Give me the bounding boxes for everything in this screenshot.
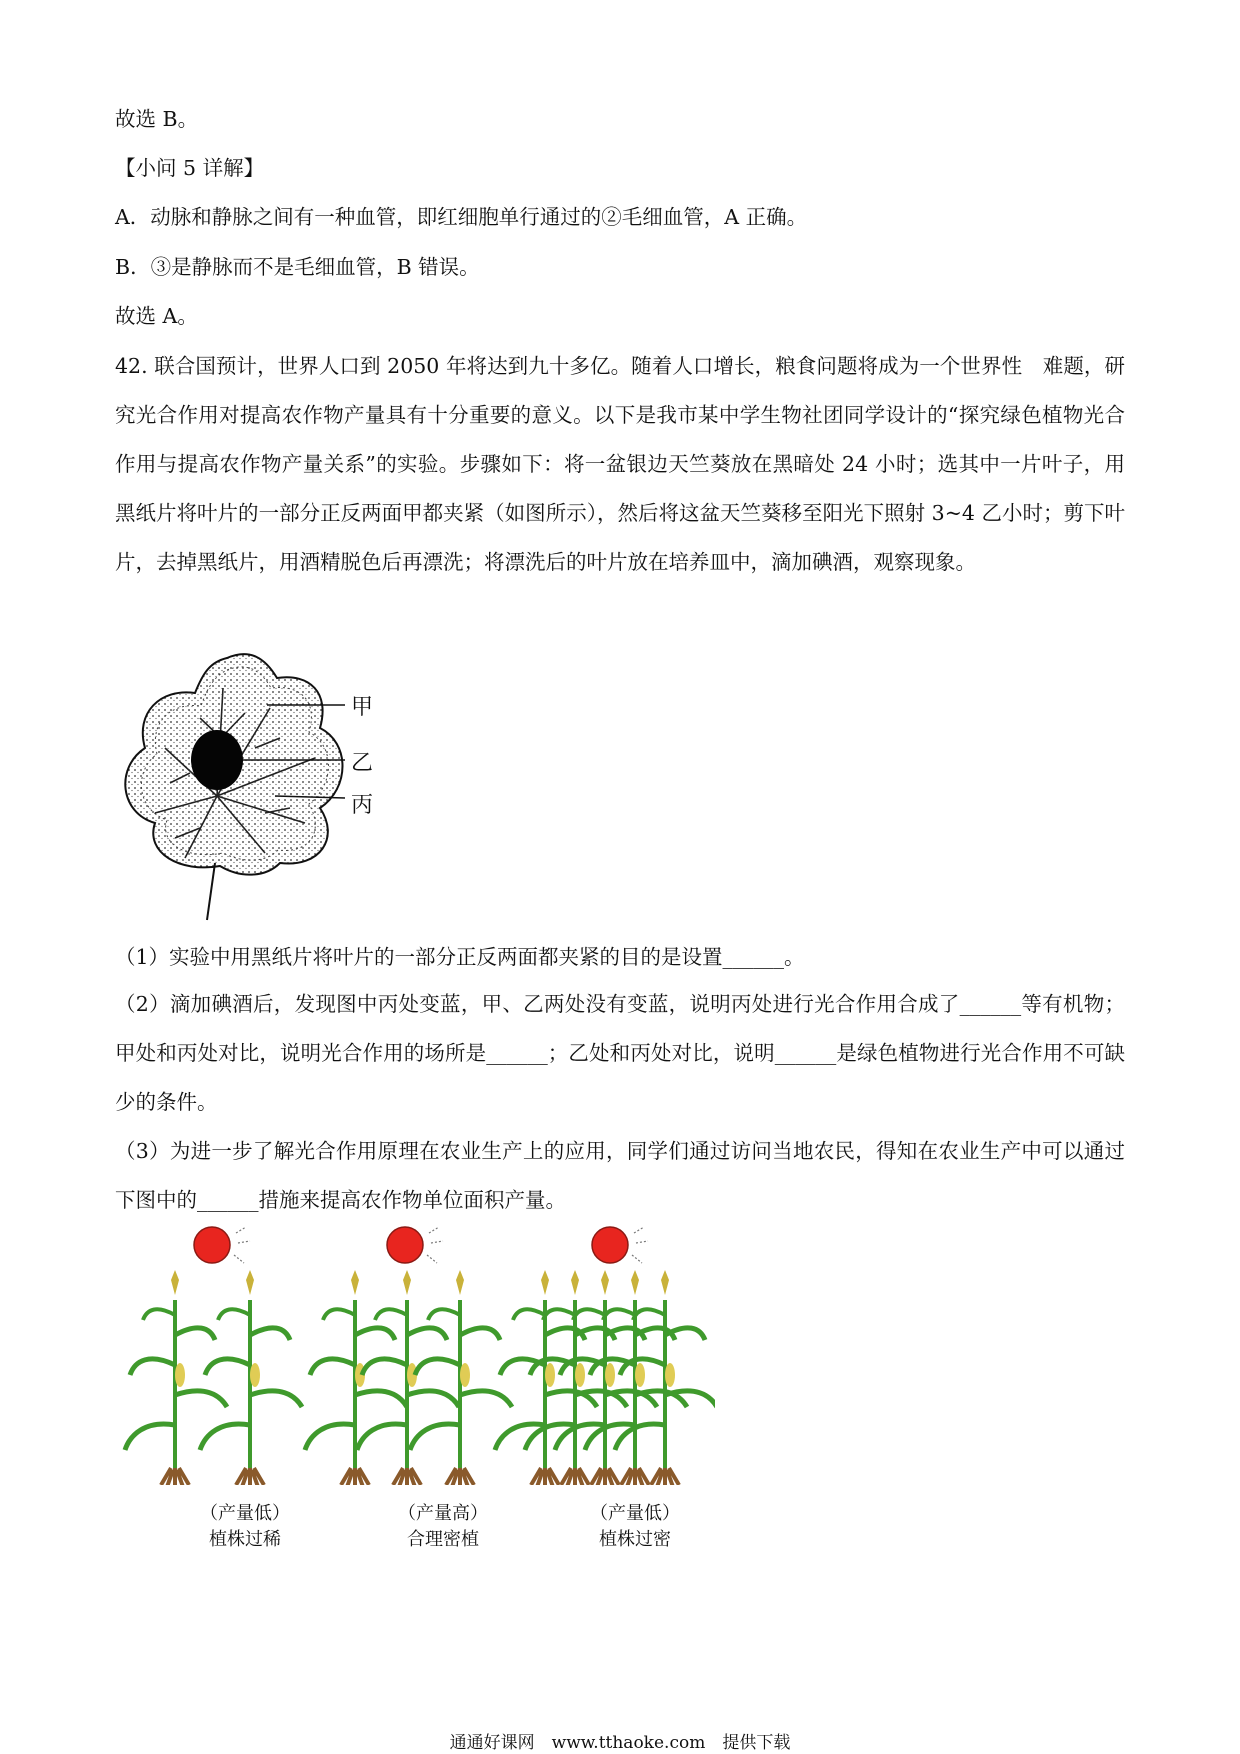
sub-question-3: （3）为进一步了解光合作用原理在农业生产上的应用，同学们通过访问当地农民，得知在农业生产中可以通过下图中的______措施来提高农作物单位面积产量。: [115, 1139, 1125, 1212]
sub-question-2: （2）滴加碘酒后，发现图中丙处变蓝，甲、乙两处没有变蓝，说明丙处进行光合作用合成了______等有机物；甲处和丙处对比，说明光合作用的场所是______；乙处和丙处对比，说明______是绿色植物进行光合作用不可缺少的条件。: [115, 992, 1125, 1114]
leaf-petiole: [207, 863, 215, 920]
black-paper: [191, 730, 243, 790]
leaf-figure: [115, 648, 415, 924]
caption-sparse: [165, 1501, 325, 1553]
sub-question-1: （1）实验中用黑纸片将叶片的一部分正反两面都夹紧的目的是设置______。: [115, 945, 805, 969]
corn-plant-icon: [305, 1270, 407, 1485]
caption-dense: [555, 1501, 715, 1553]
label-jia: 甲: [351, 695, 374, 720]
density-label: 植株过稀: [209, 1529, 281, 1550]
corn-plant-icon: [615, 1270, 715, 1485]
corn-plant-icon: [200, 1270, 302, 1485]
yield-label: （产量低）: [590, 1503, 680, 1524]
label-yi: 乙: [351, 751, 374, 776]
density-label: 合理密植: [407, 1529, 479, 1550]
answer-line: 故选 A。: [115, 304, 198, 328]
question-42-stem: 42. 联合国预计，世界人口到 2050 年将达到九十多亿。随着人口增长，粮食问题将成为一个世界性 难题，研究光合作用对提高农作物产量具有十分重要的意义。以下是我市某中学生物社团同学设计的“探究绿色植物光合作用与提高农作物产量关系”的实验。步骤如下：将一盆银边天竺葵放在黑暗处 24 小时；选其中一片叶子，用黑纸片将叶片的一部分正反两面甲都夹紧（如图所示），然后将这盆天竺葵移至阳光下照射 3~4 乙小时；剪下叶片，去掉黑纸片，用酒精脱色后再漂洗；将漂洗后的叶片放在培养皿中，滴加碘酒，观察现象。: [115, 354, 1125, 574]
planting-diagram: [115, 1225, 715, 1485]
planting-figure: [115, 1225, 715, 1555]
density-label: 植株过密: [599, 1529, 671, 1550]
page-footer: 通通好课网 www.tthaoke.com 提供下载: [449, 1733, 791, 1753]
sun-icon: [387, 1227, 423, 1263]
corn-plant-icon: [410, 1270, 512, 1485]
section-heading: 【小问 5 详解】: [115, 156, 265, 180]
yield-label: （产量高）: [398, 1503, 488, 1524]
corn-plant-icon: [125, 1270, 227, 1485]
answer-line: 故选 B。: [115, 107, 199, 131]
caption-reasonable: [363, 1501, 523, 1553]
sun-icon: [194, 1227, 230, 1263]
answer-option-a: A．动脉和静脉之间有一种血管，即红细胞单行通过的②毛细血管，A 正确。: [115, 205, 808, 229]
corn-plant-icon: [357, 1270, 459, 1485]
answer-option-b: B．③是静脉而不是毛细血管，B 错误。: [115, 255, 480, 279]
sun-icon: [592, 1227, 628, 1263]
label-bing: 丙: [351, 793, 374, 818]
yield-label: （产量低）: [200, 1503, 290, 1524]
